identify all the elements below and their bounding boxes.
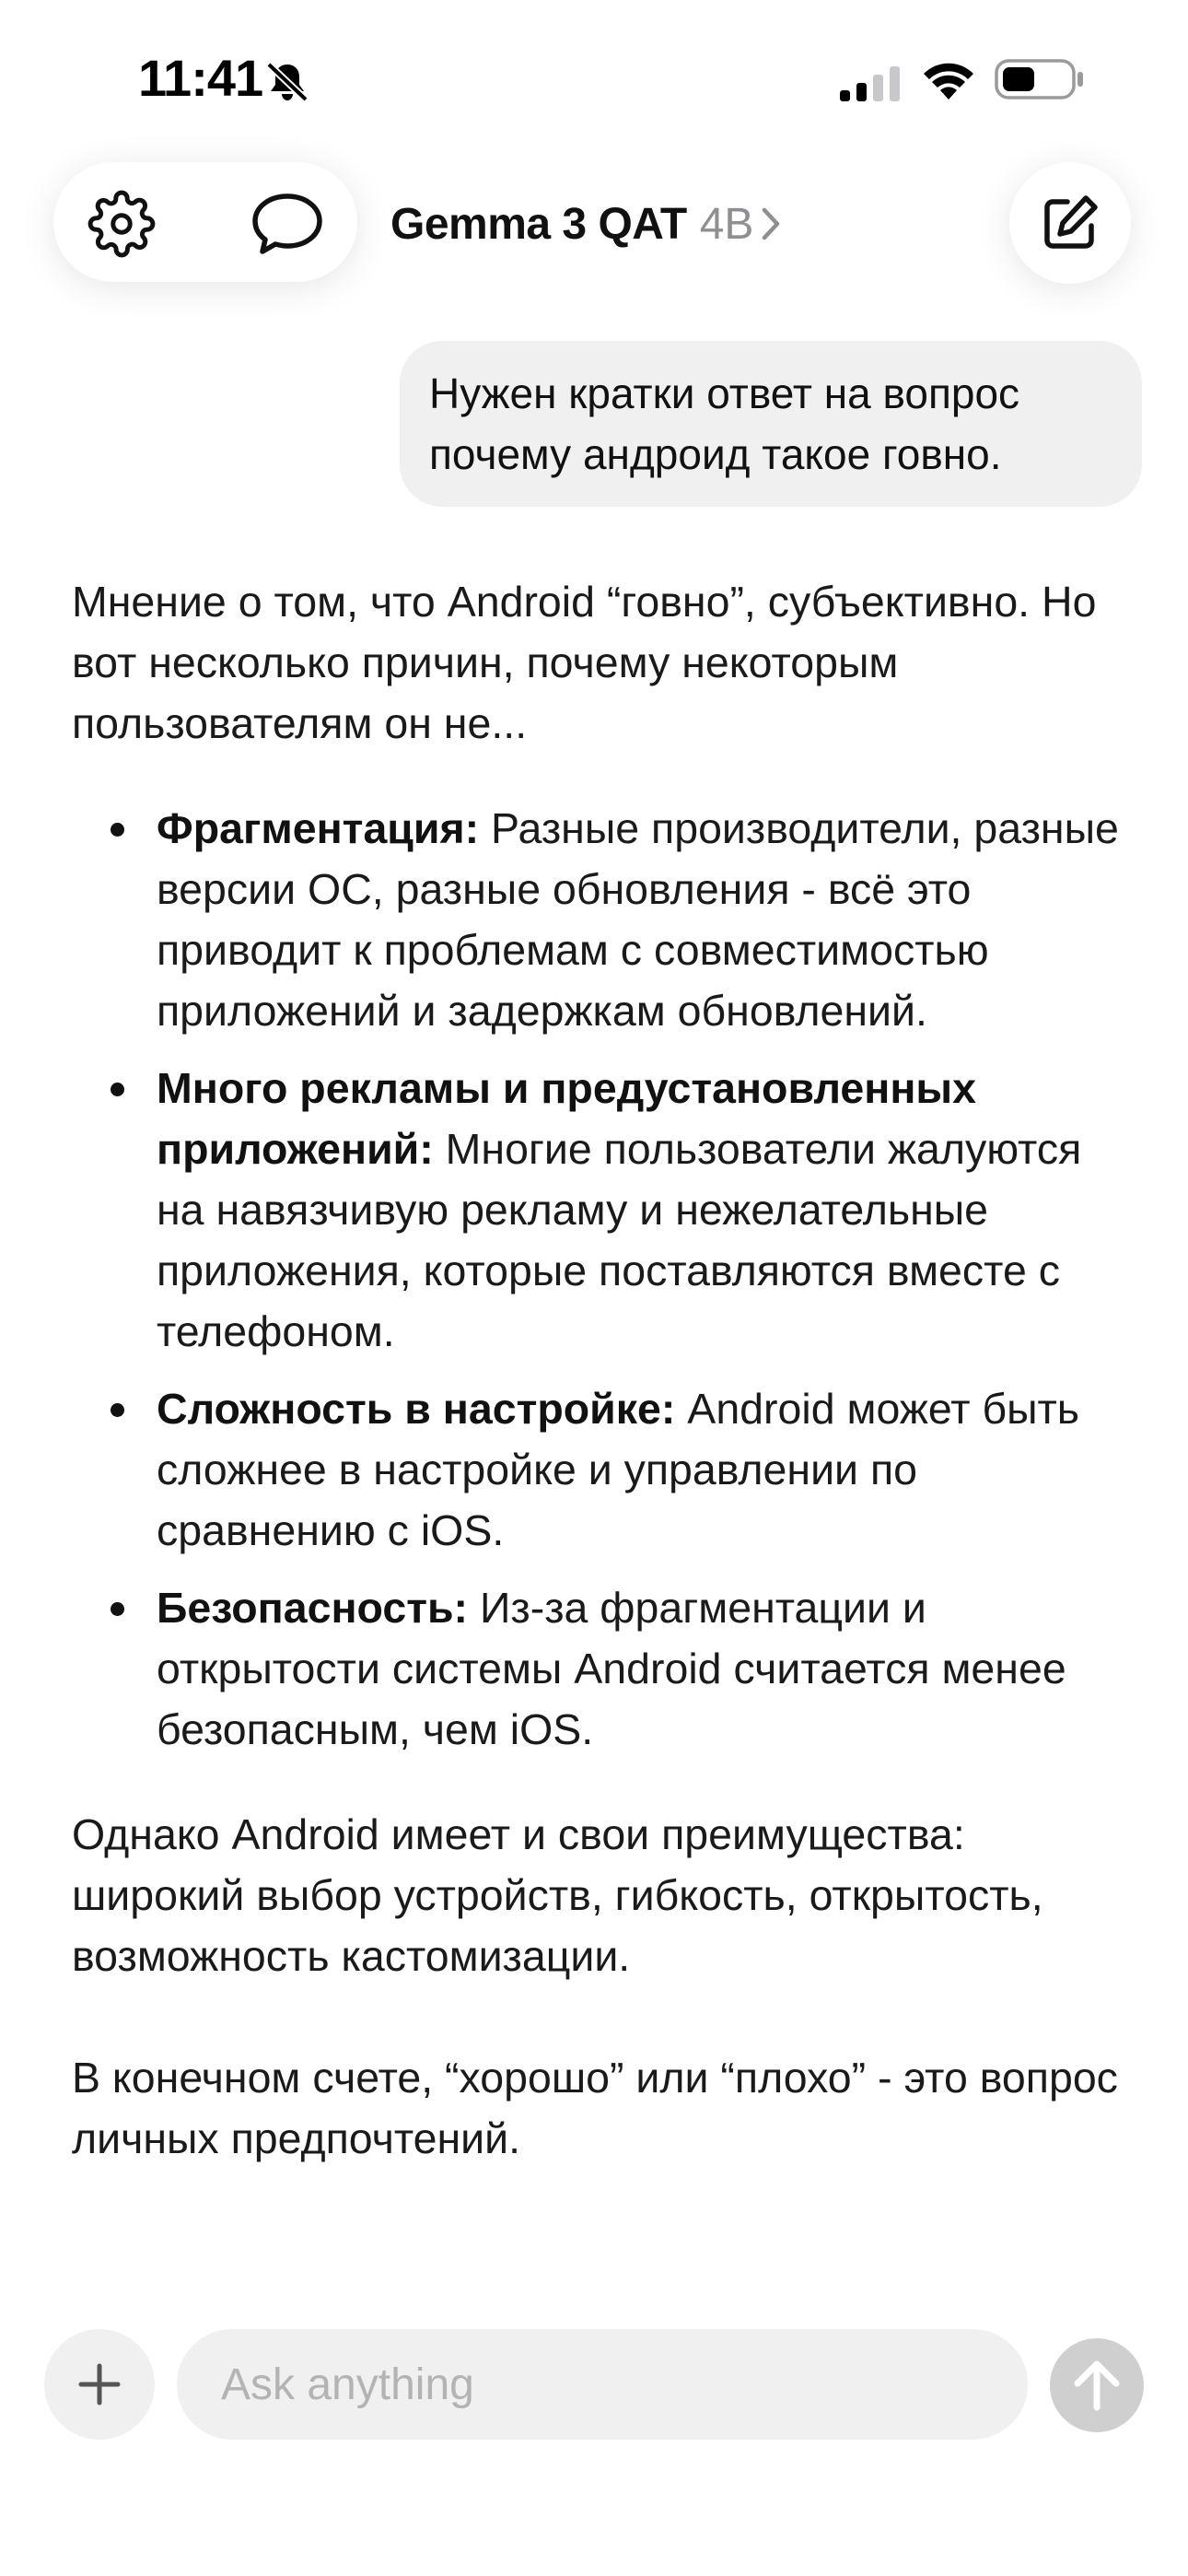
attach-button[interactable] xyxy=(44,2329,155,2440)
arrow-up-icon xyxy=(1072,2358,1122,2413)
chat-bubble-icon xyxy=(250,191,325,257)
model-selector[interactable] xyxy=(390,190,781,258)
cellular-signal-icon xyxy=(840,64,901,101)
plus-icon xyxy=(77,2362,122,2406)
wifi-icon xyxy=(921,59,976,101)
bell-slash-icon xyxy=(265,61,309,103)
list-item xyxy=(72,1577,1131,1760)
message-input[interactable] xyxy=(177,2329,1028,2440)
bullet-title: Фрагментация: xyxy=(157,804,480,852)
bullet-title: Много рекламы и предустановленных приложений: xyxy=(157,1064,976,1173)
bullet-text: Android может быть сложнее в настройке и управлении по сравнению с iOS. xyxy=(157,1385,1080,1554)
gear-icon xyxy=(87,190,156,258)
list-item xyxy=(72,798,1131,1041)
assistant-message xyxy=(72,571,1131,2169)
status-time: 11:41 xyxy=(138,49,263,107)
new-chat-button[interactable] xyxy=(1009,162,1131,284)
status-bar xyxy=(0,0,1188,147)
assistant-conclusion: В конечном счете, “хорошо” или “плохо” - это вопрос личных предпочтений. xyxy=(72,2054,1118,2162)
chevron-right-icon xyxy=(761,206,781,241)
model-name: Gemma 3 QAT xyxy=(390,199,687,249)
bullet-text: Многие пользователи жалуются на навязчивую рекламу и нежелательные приложения, которые поставляются вместе с телефоном. xyxy=(157,1125,1082,1355)
bullet-text: Разные производители, разные версии ОС, разные обновления - всё это приводит к проблемам с совместимостью приложений и задержкам обновлений. xyxy=(157,804,1119,1035)
assistant-intro: Мнение о том, что Android “говно”, субъективно. Но вот несколько причин, почему некоторым пользователям он не... xyxy=(72,578,1097,747)
assistant-bullet-list xyxy=(72,798,1131,1760)
model-size: 4B xyxy=(699,199,754,249)
send-button[interactable] xyxy=(1050,2338,1144,2432)
list-item xyxy=(72,1378,1131,1561)
chats-button[interactable] xyxy=(241,182,333,265)
assistant-paragraph: Однако Android имеет и свои преимущества: широкий выбор устройств, гибкость, открытость, возможность кастомизации. xyxy=(72,1810,1043,1980)
list-item xyxy=(72,1058,1131,1362)
bullet-title: Сложность в настройке: xyxy=(157,1385,676,1433)
bullet-text: Из-за фрагментации и открытости системы Android считается менее безопасным, чем iOS. xyxy=(157,1584,1066,1753)
settings-button[interactable] xyxy=(77,182,166,265)
battery-icon xyxy=(995,57,1085,101)
bullet-title: Безопасность: xyxy=(157,1584,469,1632)
user-message-bubble: Нужен кратки ответ на вопрос почему андроид такое говно. xyxy=(400,341,1142,507)
compose-icon xyxy=(1040,193,1101,253)
